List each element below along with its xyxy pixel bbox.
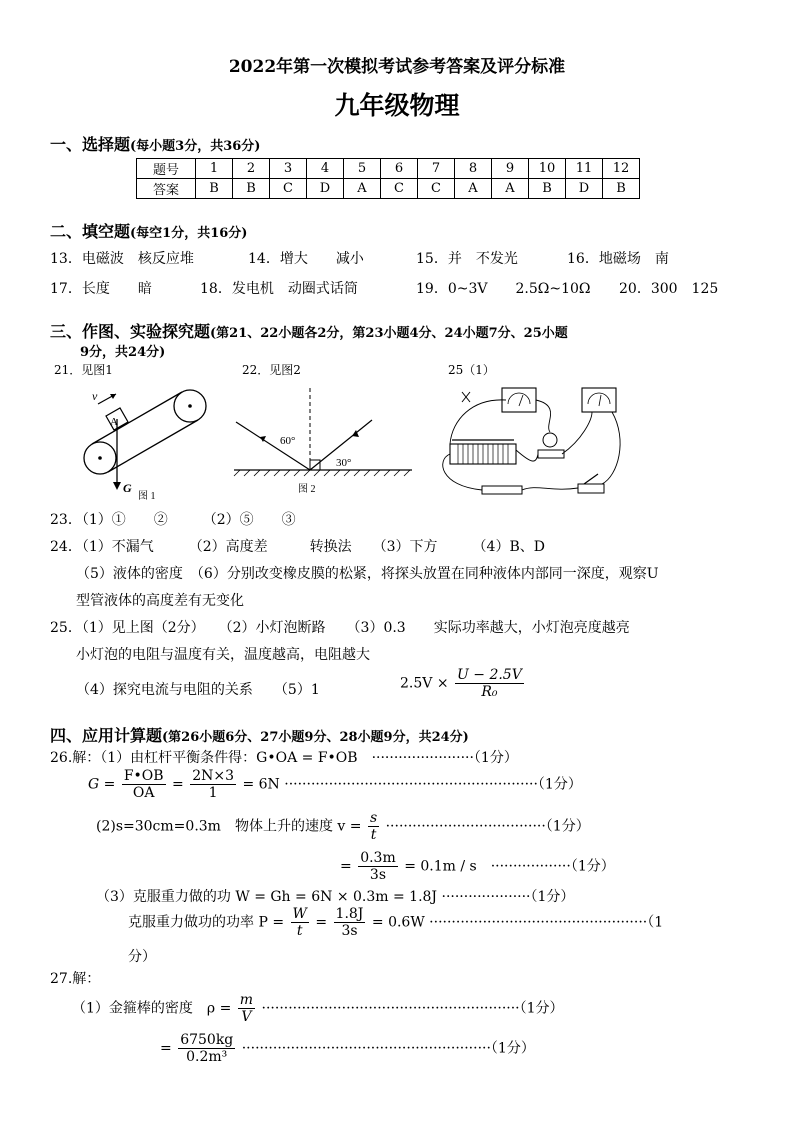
belt-bottom <box>108 420 198 472</box>
formula-fraction <box>358 850 398 883</box>
table-cell: B <box>233 179 270 199</box>
table-cell: A <box>455 179 492 199</box>
table-cell: D <box>307 179 344 199</box>
answer-table-number-row <box>137 159 640 179</box>
wire <box>602 412 620 484</box>
answer-26-line1: 26.解：（1）由杠杆平衡条件得：G•OA = F•OB ·······················（1分） <box>50 750 518 766</box>
fill-answer-18: 18．发电机 动圈式话筒 <box>200 281 358 297</box>
answer-26-line5: （3）克服重力做的功 W = Gh = 6N × 0.3m = 1.8J ····················（1分） <box>96 889 575 905</box>
fraction-numerator: s <box>369 810 378 826</box>
formula-prefix: 2.5V × <box>400 675 449 692</box>
section-2-heading <box>50 219 247 242</box>
formula-fraction <box>334 906 366 939</box>
formula-lhs: = <box>340 858 352 875</box>
wire <box>562 412 592 454</box>
figure-1-conveyor <box>78 380 218 502</box>
ammeter <box>502 388 536 412</box>
figure-1-caption: 图 1 <box>138 491 156 502</box>
answer-26-line4 <box>340 850 615 883</box>
section-1-note: (每小题3分，共36分) <box>130 139 261 154</box>
fill-answer-19: 19．0~3V 2.5Ω~10Ω <box>416 281 591 297</box>
reflected-ray <box>236 422 310 470</box>
doc-title: 2022年第一次模拟考试参考答案及评分标准 <box>228 57 566 77</box>
angle-30-label: 30° <box>336 457 352 469</box>
fraction-denominator: 0.2m³ <box>186 1049 228 1065</box>
table-cell: 2 <box>233 159 270 179</box>
formula-result: ····································（1分） <box>385 818 590 835</box>
answer-27-heading: 27.解： <box>50 971 101 987</box>
fill-answer-17: 17．长度 暗 <box>50 281 152 297</box>
caption-25: 25（1） <box>448 363 495 377</box>
voltmeter <box>582 388 616 412</box>
table-cell: C <box>381 179 418 199</box>
formula-fraction <box>178 1032 235 1065</box>
switch-lever <box>584 474 598 484</box>
fill-answer-16: 16．地磁场 南 <box>567 251 669 267</box>
formula-fraction <box>291 906 309 939</box>
fraction-denominator: 3s <box>369 867 386 883</box>
table-cell: A <box>492 179 529 199</box>
formula-result: ··························································（1分） <box>261 1000 564 1017</box>
table-cell: 3 <box>270 159 307 179</box>
fraction-numerator: 2N×3 <box>192 768 235 784</box>
fraction-denominator: t <box>296 923 303 939</box>
angle-60-label: 60° <box>280 435 296 447</box>
doc-subject: 九年级物理 <box>334 91 460 120</box>
answer-25-line2: 小灯泡的电阻与温度有关，温度越高，电阻越大 <box>76 647 370 663</box>
formula-equals: = <box>172 776 184 793</box>
fraction-denominator: R₀ <box>481 684 498 700</box>
answer-23: 23．（1）① ② （2）⑤ ③ <box>50 512 296 528</box>
table-cell: 10 <box>529 159 566 179</box>
wire <box>516 450 538 461</box>
table-cell: 8 <box>455 159 492 179</box>
answer-25-line1: 25．（1）见上图（2分） （2）小灯泡断路 （3）0.3 实际功率越大，小灯泡亮度越亮 <box>50 620 630 636</box>
answer-26-line7: 分） <box>128 949 156 965</box>
pulley-right-axle <box>188 404 192 408</box>
section-4-heading <box>50 723 469 746</box>
formula-lhs: G = <box>88 776 116 793</box>
fill-answer-15: 15．并 不发光 <box>416 251 518 267</box>
answer-table-head-number: 题号 <box>137 159 196 179</box>
battery <box>482 486 522 494</box>
answer-24-line2: （5）液体的密度 （6）分别改变橡皮膜的松紧，将探头放置在同种液体内部同一深度，观察U <box>76 566 659 582</box>
fill-answer-20: 20．300 125 <box>619 281 719 297</box>
switch <box>578 484 604 493</box>
fraction-numerator: U − 2.5V <box>457 667 522 683</box>
section-3-note-line2: 9分，共24分) <box>80 345 166 360</box>
fraction-numerator: 6750kg <box>180 1032 234 1048</box>
section-4-note: (第26小题6分、27小题9分、28小题9分，共24分) <box>162 730 469 745</box>
formula-result: = 6N ·························································（1分） <box>242 776 582 793</box>
formula-fraction <box>238 992 255 1025</box>
answer-24-line3: 型管液体的高度差有无变化 <box>76 593 244 609</box>
table-cell: 4 <box>307 159 344 179</box>
fill-answer-14: 14．增大 减小 <box>248 251 364 267</box>
section-2-title: 二、填空题 <box>50 222 131 241</box>
table-cell: B <box>529 179 566 199</box>
answer-26-line6 <box>128 906 663 939</box>
answer-table <box>136 158 640 199</box>
wire <box>536 400 551 432</box>
answer-table-answer-row <box>137 179 640 199</box>
table-cell: D <box>566 179 603 199</box>
answer-27-line2 <box>160 1032 535 1065</box>
answer-25-formula <box>400 667 526 700</box>
section-2-note: (每空1分，共16分) <box>130 226 248 241</box>
fraction-numerator: F•OB <box>123 768 164 784</box>
light-bulb <box>543 433 557 447</box>
answer-26-line3 <box>96 810 590 843</box>
table-cell: 5 <box>344 159 381 179</box>
answer-25-line3: （4）探究电流与电阻的关系 （5）1 <box>76 682 320 698</box>
pulley-left-axle <box>98 456 102 460</box>
formula-result: = 0.6W ·················································（1 <box>371 914 664 931</box>
fraction-denominator: t <box>370 827 377 843</box>
figure-2-caption: 图 2 <box>298 484 316 495</box>
table-cell: A <box>344 179 381 199</box>
section-3-note-line1: (第21、22小题各2分，第23小题4分、24小题7分、25小题 <box>210 326 568 341</box>
formula-lhs: = <box>160 1040 172 1057</box>
section-4-title: 四、应用计算题 <box>50 726 163 745</box>
formula-result: = 0.1m / s ··················（1分） <box>404 858 615 875</box>
bulb-base <box>538 450 564 458</box>
table-cell: C <box>418 179 455 199</box>
fraction-denominator: OA <box>132 785 155 801</box>
table-cell: B <box>603 179 640 199</box>
fraction-numerator: 1.8J <box>335 906 364 922</box>
table-cell: 12 <box>603 159 640 179</box>
caption-21: 21．见图1 <box>54 363 113 377</box>
formula-equals: = <box>315 914 328 931</box>
fraction-denominator: 1 <box>208 785 218 801</box>
gravity-label: G <box>123 481 132 495</box>
wire <box>522 488 578 490</box>
formula-lhs: 克服重力做功的功率 P = <box>128 914 285 931</box>
figure-2-reflection <box>226 384 422 496</box>
table-cell: 6 <box>381 159 418 179</box>
caption-22: 22．见图2 <box>242 363 301 377</box>
figure-25-circuit <box>432 380 632 502</box>
formula-fraction <box>122 768 166 801</box>
fraction-numerator: W <box>292 906 307 922</box>
section-3-title: 三、作图、实验探究题 <box>50 322 211 341</box>
formula-lhs: (2)s=30cm=0.3m 物体上升的速度 v = <box>96 818 362 835</box>
formula-lhs: （1）金箍棒的密度 ρ = <box>72 1000 232 1017</box>
formula-fraction <box>368 810 379 843</box>
table-cell: 1 <box>196 159 233 179</box>
table-cell: B <box>196 179 233 199</box>
mirror-hatching <box>234 470 410 476</box>
table-cell: C <box>270 179 307 199</box>
formula-fraction <box>190 768 236 801</box>
answer-27-line1 <box>72 992 564 1025</box>
fraction-denominator: V <box>241 1009 252 1025</box>
gravity-arrowhead <box>113 482 121 490</box>
wire <box>450 400 506 444</box>
table-cell: 9 <box>492 159 529 179</box>
fraction-numerator: m <box>239 992 254 1008</box>
formula-result: ························································（1分） <box>241 1040 535 1057</box>
fraction-denominator: 3s <box>341 923 358 939</box>
table-cell: 7 <box>418 159 455 179</box>
answer-24-line1: 24．（1）不漏气 （2）高度差 转换法 （3）下方 （4）B、D <box>50 539 545 555</box>
formula-fraction <box>455 667 524 700</box>
answer-table-head-answer: 答案 <box>137 179 196 199</box>
section-1-heading <box>50 132 260 155</box>
table-cell: 11 <box>566 159 603 179</box>
velocity-label: v <box>92 389 98 403</box>
answer-26-line2 <box>88 768 582 801</box>
fill-answer-13: 13．电磁波 核反应堆 <box>50 251 194 267</box>
section-1-title: 一、选择题 <box>50 135 131 154</box>
fraction-numerator: 0.3m <box>360 850 396 866</box>
section-3-heading <box>50 319 568 342</box>
block-a-label: A <box>110 416 118 428</box>
